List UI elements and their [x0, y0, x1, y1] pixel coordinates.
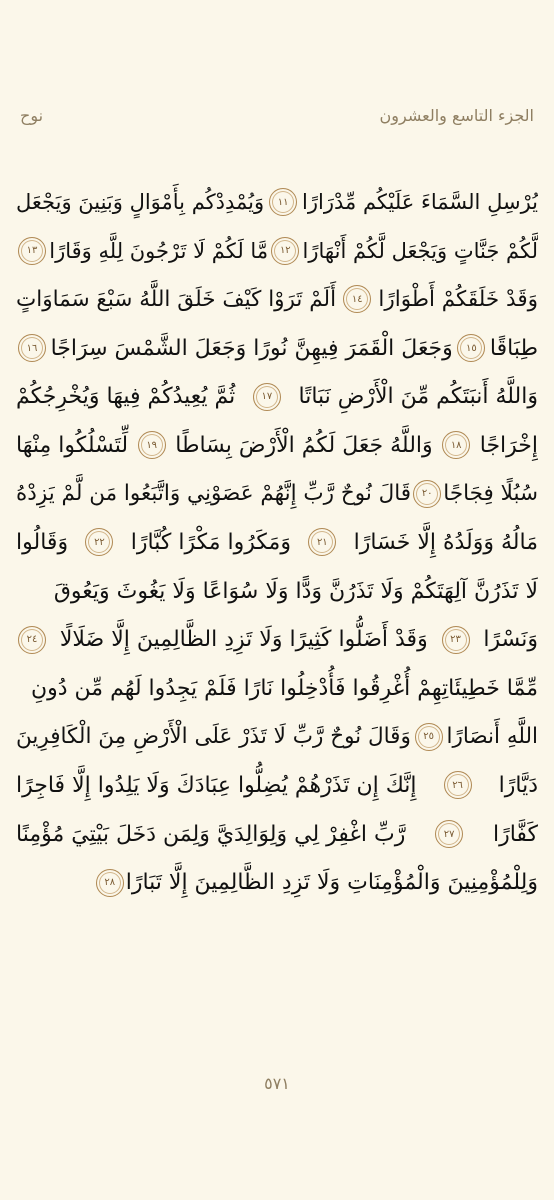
- verse-text: لَّكُمْ جَنَّاتٍ وَيَجْعَل لَّكُمْ أَنْهَارًا: [302, 238, 538, 263]
- text-line: [16, 713, 538, 762]
- ayah-number-marker: ١٩: [138, 431, 166, 459]
- verse-text: وَقَالُوا: [16, 529, 69, 555]
- verse-text: اللَّهِ أَنصَارًا: [446, 724, 538, 750]
- ayah-number-marker: ١٤: [343, 285, 371, 313]
- text-line: [16, 470, 538, 519]
- text-line: [16, 178, 538, 227]
- page-header: [20, 100, 534, 130]
- ayah-number-marker: ١٢: [271, 237, 299, 265]
- ayah-number-marker: ٢٤: [18, 626, 46, 654]
- text-line: [16, 567, 538, 616]
- ayah-number-marker: ٢٣: [442, 626, 470, 654]
- ayah-number-marker: ٢٠: [413, 480, 441, 508]
- verse-text: ثُمَّ يُعِيدُكُمْ فِيهَا وَيُخْرِجُكُمْ: [16, 384, 236, 410]
- text-line: [16, 372, 538, 421]
- verse-text: وَنَسْرًا: [483, 627, 538, 653]
- verse-text: وَاللَّهُ جَعَلَ لَكُمُ الْأَرْضَ بِسَاطًا: [175, 432, 433, 458]
- verse-text: وَقَدْ خَلَقَكُمْ أَطْوَارًا: [378, 286, 538, 312]
- verse-text: أَلَمْ تَرَوْا كَيْفَ خَلَقَ اللَّهُ سَبْعَ سَمَاوَاتٍ: [16, 286, 337, 312]
- verse-text: وَقَالَ نُوحٌ رَّبِّ لَا تَذَرْ عَلَى الْأَرْضِ مِنَ الْكَافِرِينَ: [16, 724, 411, 750]
- verse-text: وَلِلْمُؤْمِنِينَ وَالْمُؤْمِنَاتِ وَلَا تَزِدِ الظَّالِمِينَ إِلَّا تَبَارًا: [125, 870, 538, 896]
- ayah-number-marker: ١٦: [18, 334, 46, 362]
- verse-text: سُبُلًا فِجَاجًا: [443, 481, 538, 507]
- ayah-number-marker: ٢٧: [435, 820, 463, 848]
- text-line: [16, 615, 538, 664]
- text-line: [16, 324, 538, 373]
- text-line: [16, 421, 538, 470]
- verse-text: وَمَكَرُوا مَكْرًا كُبَّارًا: [130, 529, 291, 555]
- ayah-number-marker: ١٥: [457, 334, 485, 362]
- ayah-number-marker: ١٨: [442, 431, 470, 459]
- verse-text: وَجَعَلَ الْقَمَرَ فِيهِنَّ نُورًا وَجَعَلَ الشَّمْسَ سِرَاجًا: [50, 335, 453, 361]
- verse-text: مَّا لَكُمْ لَا تَرْجُونَ لِلَّهِ وَقَارًا: [49, 238, 269, 263]
- text-line: [16, 858, 538, 907]
- ayah-number-marker: ١١: [269, 188, 297, 216]
- ayah-number-marker: ١٣: [18, 237, 46, 265]
- juz-label: الجزء التاسع والعشرون: [379, 105, 534, 125]
- verse-text: إِنَّكَ إِن تَذَرْهُمْ يُضِلُّوا عِبَادَكَ وَلَا يَلِدُوا إِلَّا فَاجِرًا: [16, 772, 417, 798]
- page-number: ٥٧١: [264, 1074, 290, 1093]
- quran-text-block: [16, 178, 538, 907]
- text-line: [16, 227, 538, 276]
- ayah-number-marker: ٢٦: [444, 771, 472, 799]
- verse-text: رَّبِّ اغْفِرْ لِي وَلِوَالِدَيَّ وَلِمَن دَخَلَ بَيْتِيَ مُؤْمِنًا: [16, 821, 406, 847]
- verse-text: يُرْسِلِ السَّمَاءَ عَلَيْكُم مِّدْرَارًا: [302, 190, 538, 215]
- ayah-number-marker: ٢٢: [85, 528, 113, 556]
- text-line: [16, 810, 538, 859]
- ayah-number-marker: ٢٥: [415, 723, 443, 751]
- surah-name: نوح: [20, 105, 44, 125]
- verse-text: كَفَّارًا: [492, 821, 538, 847]
- ayah-number-marker: ١٧: [253, 383, 281, 411]
- ayah-number-marker: ٢١: [308, 528, 336, 556]
- text-line: [16, 761, 538, 810]
- text-line: [16, 664, 538, 713]
- verse-text: وَيُمْدِدْكُم بِأَمْوَالٍ وَبَنِينَ وَيَجْعَل: [16, 190, 265, 215]
- verse-text: مَالُهُ وَوَلَدُهُ إِلَّا خَسَارًا: [353, 529, 538, 555]
- ayah-number-marker: ٢٨: [96, 869, 124, 897]
- verse-text: قَالَ نُوحٌ رَّبِّ إِنَّهُمْ عَصَوْنِي وَاتَّبَعُوا مَن لَّمْ يَزِدْهُ: [16, 481, 412, 507]
- verse-text: وَقَدْ أَضَلُّوا كَثِيرًا وَلَا تَزِدِ الظَّالِمِينَ إِلَّا ضَلَالًا: [59, 627, 428, 653]
- verse-text: لِّتَسْلُكُوا مِنْهَا: [16, 432, 129, 458]
- verse-text: إِخْرَاجًا: [479, 432, 538, 458]
- text-line: [16, 518, 538, 567]
- verse-text: مِّمَّا خَطِيئَاتِهِمْ أُغْرِقُوا فَأُدْخِلُوا نَارًا فَلَمْ يَجِدُوا لَهُم مِّن دُونِ: [30, 675, 538, 701]
- verse-text: طِبَاقًا: [489, 335, 538, 361]
- verse-text: وَاللَّهُ أَنبَتَكُم مِّنَ الْأَرْضِ نَبَاتًا: [298, 384, 538, 410]
- verse-text: لَا تَذَرُنَّ آلِهَتَكُمْ وَلَا تَذَرُنَّ وَدًّا وَلَا سُوَاعًا وَلَا يَغُوثَ وَيَعُوقَ: [53, 578, 538, 604]
- verse-text: دَيَّارًا: [498, 772, 538, 798]
- text-line: [16, 275, 538, 324]
